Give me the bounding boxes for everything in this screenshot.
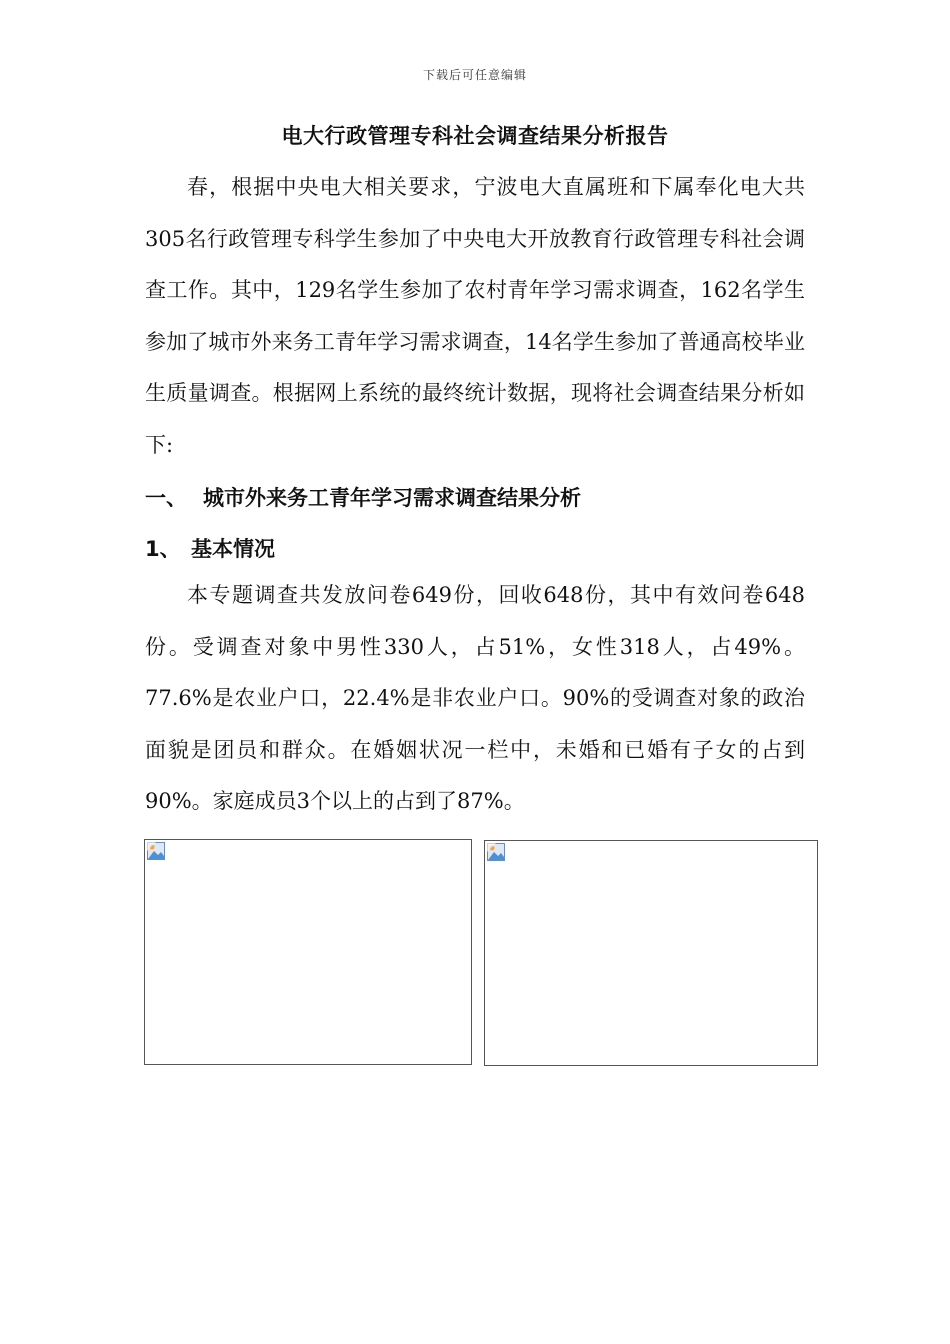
report-title: 电大行政管理专科社会调查结果分析报告 [281, 124, 669, 148]
image-placeholder-right [484, 840, 818, 1066]
section-title: 城市外来务工青年学习需求调查结果分析 [203, 486, 581, 510]
image-placeholder-left [144, 839, 472, 1065]
header-note: 下载后可任意编辑 [422, 68, 527, 82]
section-heading-1 [145, 482, 805, 512]
section-number: 一、 [145, 486, 187, 510]
subsection-title: 基本情况 [191, 537, 275, 561]
subsection-number: 1、 [145, 537, 181, 561]
broken-image-icon [147, 842, 165, 860]
subsection-heading-1 [145, 533, 805, 563]
basic-info-paragraph: 本专题调查共发放问卷649份，回收648份，其中有效问卷648份。受调查对象中男性330人，占51%，女性318人，占49%。77.6%是农业户口，22.4%是非农业户口。90%的受调查对象的政治面貌是团员和群众。在婚姻状况一栏中，未婚和已婚有子女的占到90%。家庭成员3个以上的占到了87%。 [145, 583, 805, 813]
intro-paragraph: 春，根据中央电大相关要求，宁波电大直属班和下属奉化电大共305名行政管理专科学生参加了中央电大开放教育行政管理专科社会调查工作。其中，129名学生参加了农村青年学习需求调查，162名学生参加了城市外来务工青年学习需求调查，14名学生参加了普通高校毕业生质量调查。根据网上系统的最终统计数据，现将社会调查结果分析如下: [145, 175, 805, 457]
broken-image-icon [487, 843, 505, 861]
